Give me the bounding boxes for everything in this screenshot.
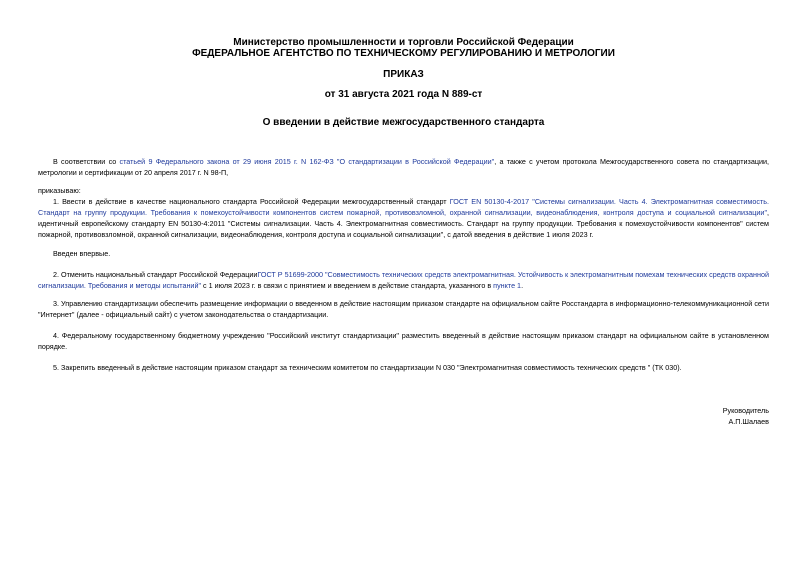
- item-2-paragraph: [38, 269, 769, 291]
- item-3-paragraph: 3. Управлению стандартизации обеспечить размещение информации о введенном в действие настоящим приказом стандарте на официальном сайте Росстандарта в информационно-телекоммуникационной сети "Интернет" (далее - официальный сайт) с учетом законодательства о стандартизации.: [38, 299, 769, 319]
- item-1-paragraph: [38, 196, 769, 240]
- item-1-text: 1. Ввести в действие в качестве национального стандарта Российской Федерации межгосударственный стандарт: [53, 197, 450, 206]
- signature-name: А.П.Шалаев: [728, 417, 769, 426]
- document-title: О введении в действие межгосударственного стандарта: [262, 117, 545, 128]
- order-word: приказываю:: [38, 186, 81, 195]
- introduced-first-note: Введен впервые.: [53, 249, 111, 258]
- document-type: ПРИКАЗ: [383, 69, 424, 80]
- item-1-reference-link[interactable]: пункте 1: [493, 281, 522, 290]
- preamble-text: В соответствии со: [53, 157, 120, 166]
- item-4-paragraph: 4. Федеральному государственному бюджетному учреждению "Российский институт стандартизации" разместить введенный в действие настоящим приказом стандарт на официальном сайте в установленном порядке.: [38, 331, 769, 351]
- gost-r-51699-link[interactable]: ГОСТ Р 51699-2000 "Совместимость технических средств электромагнитная. Устойчивость к электромагнитным помехам технических средств охранной сигнализации. Требования и методы испытаний": [38, 270, 769, 290]
- gost-en-50130-link[interactable]: ГОСТ EN 50130-4-2017 "Системы сигнализации. Часть 4. Электромагнитная совместимость. Стандарт на группу продукции. Требования к помехоустойчивости компонентов систем пожарной, противовзломной, охранной сигнализации, видеонаблюдения, контроля доступа и социальной сигнализации": [38, 197, 769, 217]
- item-2-text: 2. Отменить национальный стандарт Российской Федерации: [53, 270, 258, 279]
- agency-name: ФЕДЕРАЛЬНОЕ АГЕНТСТВО ПО ТЕХНИЧЕСКОМУ РЕГУЛИРОВАНИЮ И МЕТРОЛОГИИ: [192, 48, 615, 59]
- item-2-text-middle: с 1 июля 2023 г. в связи с принятием и введением в действие стандарта, указанного в: [201, 281, 494, 290]
- item-2-text-tail: .: [521, 281, 524, 290]
- item-1-text-tail: , идентичный европейскому стандарту EN 50130-4:2011 "Системы сигнализации. Часть 4. Электромагнитная совместимость. Стандарт на группу продукции. Требования к помехоустойчивости компонентов" систем пожарной, противовзломной, охранной сигнализации, видеонаблюдения, контроля доступа и социальной сигнализации", с датой введения в действие 1 июля 2023 г.: [38, 208, 769, 239]
- document-date-number: от 31 августа 2021 года N 889-ст: [324, 89, 483, 100]
- signature-position: Руководитель: [722, 406, 769, 415]
- ministry-name: Министерство промышленности и торговли Российской Федерации: [233, 37, 574, 48]
- item-5-paragraph: 5. Закрепить введенный в действие настоящим приказом стандарт за техническим комитетом по стандартизации N 030 "Электромагнитная совместимость технических средств " (ТК 030).: [53, 363, 682, 372]
- preamble-text-tail: , а также с учетом протокола Межгосударственного совета по стандартизации, метрологии и сертификации от 20 апреля 2017 г. N 98-П,: [38, 157, 769, 177]
- law-article-link[interactable]: статьей 9 Федерального закона от 29 июня 2015 г. N 162-ФЗ "О стандартизации в Российской Федерации": [119, 157, 495, 166]
- preamble-paragraph: [38, 156, 769, 178]
